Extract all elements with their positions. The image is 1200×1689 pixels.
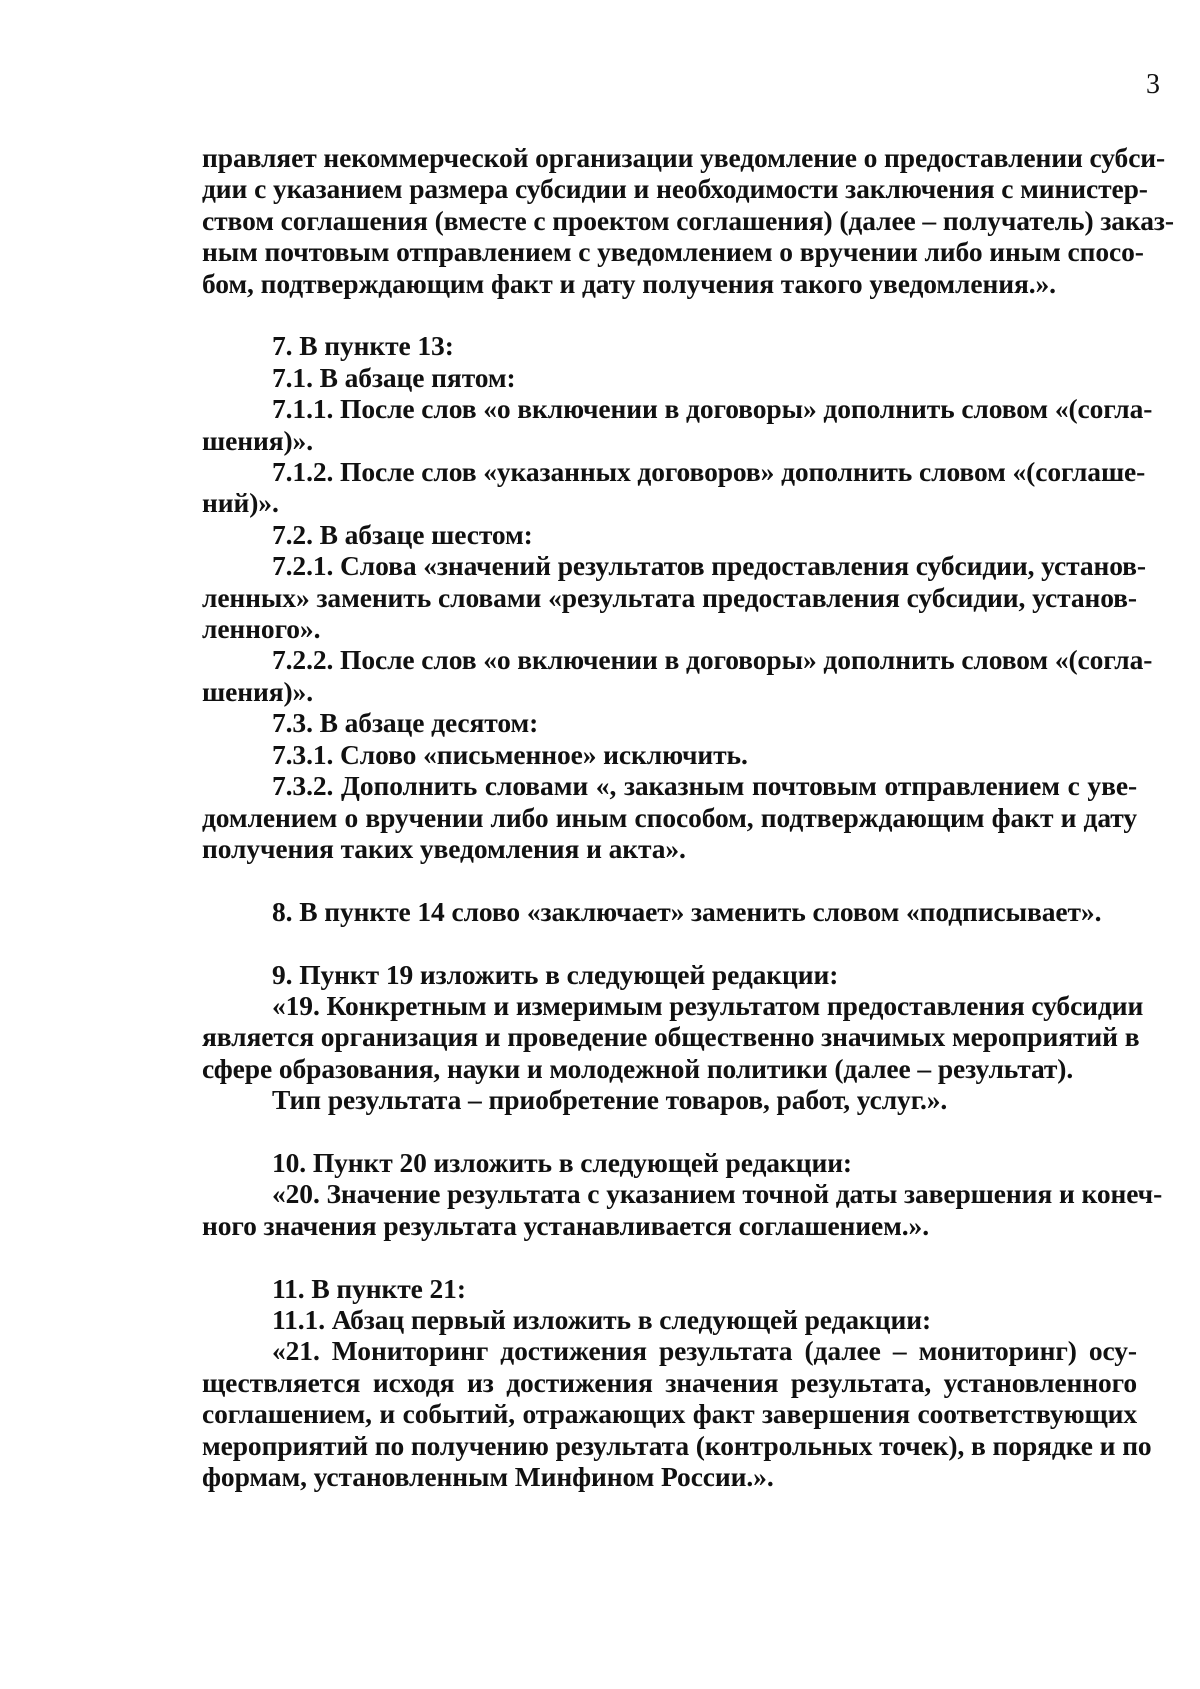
text-line: 9. Пункт 19 изложить в следующей редакции: xyxy=(272,958,839,990)
text-line: ществляется исходя из достижения значения результата, установленного xyxy=(202,1366,1137,1398)
paragraph-gap xyxy=(202,299,1137,330)
paragraph-intro-continuation xyxy=(202,142,1174,299)
text-line: формам, установленным Минфином России.». xyxy=(202,1460,774,1492)
text-line: 7.2. В абзаце шестом: xyxy=(272,518,533,550)
text-line: 11. В пункте 21: xyxy=(272,1272,466,1304)
paragraph-item-7-3-1 xyxy=(202,739,1137,770)
text-line: ного значения результата устанавливается соглашением.». xyxy=(202,1209,929,1241)
text-line: является организация и проведение общественно значимых мероприятий в xyxy=(202,1021,1140,1053)
text-line: соглашением, и событий, отражающих факт завершения соответствующих xyxy=(202,1398,1137,1430)
text-line: 7.3.2. Дополнить словами «, заказным почтовым отправлением с уве- xyxy=(272,770,1137,802)
text-line: «19. Конкретным и измеримым результатом предоставления субсидии xyxy=(272,989,1144,1021)
text-line: ленных» заменить словами «результата предоставления субсидии, установ- xyxy=(202,581,1137,613)
paragraph-item-7-2-1 xyxy=(202,550,1146,645)
text-line: Тип результата – приобретение товаров, работ, услуг.». xyxy=(272,1084,948,1116)
text-line: ством соглашения (вместе с проектом соглашения) (далее – получатель) заказ- xyxy=(202,204,1174,236)
paragraph-item-9-quote xyxy=(202,989,1144,1084)
paragraph-item-8 xyxy=(202,896,1137,927)
text-line: бом, подтверждающим факт и дату получения такого уведомления.». xyxy=(202,267,1056,299)
document-body xyxy=(202,142,1174,1492)
paragraph-gap xyxy=(202,1241,1137,1272)
text-line: ным почтовым отправлением с уведомлением о вручении либо иным спосо- xyxy=(202,236,1144,268)
text-line: домлением о вручении либо иным способом, подтверждающим факт и дату xyxy=(202,801,1137,833)
text-line: 7.3. В абзаце десятом: xyxy=(272,707,539,739)
paragraph-gap xyxy=(202,1116,1137,1147)
paragraph-item-7-1-2 xyxy=(202,456,1146,519)
text-line: дии с указанием размера субсидии и необходимости заключения с министер- xyxy=(202,173,1148,205)
paragraph-item-10-quote xyxy=(202,1178,1163,1241)
paragraph-item-11-quote xyxy=(202,1335,1152,1492)
page-number: 3 xyxy=(1146,69,1160,100)
paragraph-item-7-3-2 xyxy=(202,770,1137,864)
paragraph-item-9-result-type xyxy=(202,1084,1137,1115)
paragraph-item-11 xyxy=(202,1273,1137,1304)
paragraph-item-7-3 xyxy=(202,707,1137,738)
paragraph-item-7-1-1 xyxy=(202,393,1153,456)
text-line: шения)». xyxy=(202,424,313,456)
paragraph-item-7-2-2 xyxy=(202,644,1153,707)
paragraph-gap xyxy=(202,927,1137,958)
text-line: 10. Пункт 20 изложить в следующей редакции: xyxy=(272,1146,852,1178)
text-line: 7.1.2. После слов «указанных договоров» дополнить словом «(соглаше- xyxy=(272,456,1146,488)
text-line: «20. Значение результата с указанием точной даты завершения и конеч- xyxy=(272,1178,1163,1210)
text-line: правляет некоммерческой организации уведомление о предоставлении субси- xyxy=(202,142,1166,173)
text-line: 7.1. В абзаце пятом: xyxy=(272,361,516,393)
text-line: 7.3.1. Слово «письменное» исключить. xyxy=(272,738,748,770)
text-line: сфере образования, науки и молодежной политики (далее – результат). xyxy=(202,1052,1074,1084)
paragraph-item-7 xyxy=(202,330,1137,361)
paragraph-item-7-1 xyxy=(202,362,1137,393)
text-line: получения таких уведомления и акта». xyxy=(202,832,686,864)
text-line: 11.1. Абзац первый изложить в следующей редакции: xyxy=(272,1303,932,1335)
text-line: 7.2.2. После слов «о включении в договоры» дополнить словом «(согла- xyxy=(272,644,1153,676)
text-line: мероприятий по получению результата (контрольных точек), в порядке и по xyxy=(202,1429,1152,1461)
text-line: ленного». xyxy=(202,613,321,645)
text-line: 7. В пункте 13: xyxy=(272,330,454,362)
paragraph-gap xyxy=(202,864,1137,895)
paragraph-item-7-2 xyxy=(202,519,1137,550)
text-line: 7.2.1. Слова «значений результатов предоставления субсидии, установ- xyxy=(272,550,1146,582)
text-line: ний)». xyxy=(202,487,279,519)
text-line: 7.1.1. После слов «о включении в договоры» дополнить словом «(согла- xyxy=(272,393,1153,425)
text-line: шения)». xyxy=(202,675,313,707)
paragraph-item-10 xyxy=(202,1147,1137,1178)
text-line: 8. В пункте 14 слово «заключает» заменить словом «подписывает». xyxy=(272,895,1102,927)
text-line: «21. Мониторинг достижения результата (далее – мониторинг) осу- xyxy=(272,1335,1137,1367)
paragraph-item-11-1 xyxy=(202,1304,1137,1335)
paragraph-item-9 xyxy=(202,959,1137,990)
